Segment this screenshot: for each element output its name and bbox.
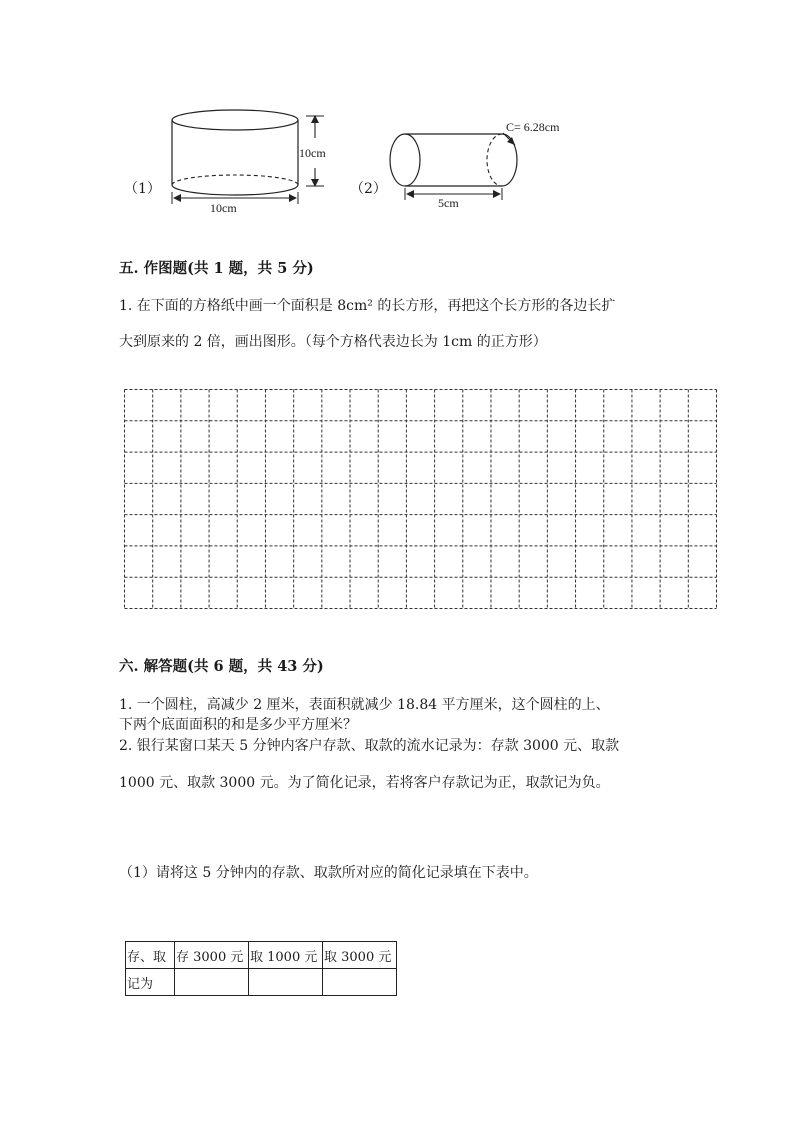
length-arrowhead-right [493,190,501,198]
answer-cell-withdraw-3000[interactable] [323,969,397,996]
section-6-question-1-line-1: 1. 一个圆柱，高减少 2 厘米，表面积就减少 18.84 平方厘米，这个圆柱的上、 [119,697,610,713]
table-header-row [126,942,397,969]
table-answer-row [126,969,397,996]
table-header-cell: 取 1000 元 [249,942,323,969]
cylinder-bottom-visible-arc [172,185,298,195]
height-label: 10cm [299,146,326,160]
figure-2-label: （2） [350,181,387,197]
section-6-title: 六. 解答题(共 6 题，共 43 分) [119,658,324,675]
cylinder2-left-face [390,134,420,186]
section-6-question-2-line-1: 2. 银行某窗口某天 5 分钟内客户存款、取款的流水记录为：存款 3000 元、取款 [119,738,620,754]
table-header-cell: 存、取 [126,942,175,969]
section-6-question-2-sub-1: （1）请将这 5 分钟内的存款、取款所对应的简化记录填在下表中。 [119,865,538,881]
table-header-cell: 存 3000 元 [175,942,249,969]
cylinder2-right-hidden-arc [487,134,502,186]
circumference-label: C= 6.28cm [506,120,560,134]
table-header-cell: 取 3000 元 [323,942,397,969]
record-table [125,941,397,996]
section-6-question-2-line-2: 1000 元、取款 3000 元。为了简化记录，若将客户存款记为正，取款记为负。 [119,775,610,791]
width-arrowhead-right [289,194,297,202]
drawing-grid-container[interactable] [124,389,717,613]
width-arrowhead-left [173,194,181,202]
section-6-question-1-line-2: 下两个底面面积的和是多少平方厘米？ [119,717,357,733]
length-label: 5cm [438,196,459,210]
length-arrowhead-left [406,190,414,198]
answer-cell-withdraw-1000[interactable] [249,969,323,996]
table-row-label: 记为 [126,969,175,996]
figure-1-label: （1） [124,181,161,197]
cylinder-bottom-hidden-arc [172,175,298,185]
section-5-question-1-line-2: 大到原来的 2 倍，画出图形。（每个方格代表边长为 1cm 的正方形） [119,334,547,350]
width-label: 10cm [210,201,237,215]
cylinder-top-ellipse [172,110,298,130]
square-grid-paper[interactable] [124,389,717,609]
section-5-title: 五. 作图题(共 1 题，共 5 分) [119,260,314,277]
section-5-question-1-line-1: 1. 在下面的方格纸中画一个面积是 8cm² 的长方形，再把这个长方形的各边长扩 [119,298,616,314]
answer-cell-deposit-3000[interactable] [175,969,249,996]
